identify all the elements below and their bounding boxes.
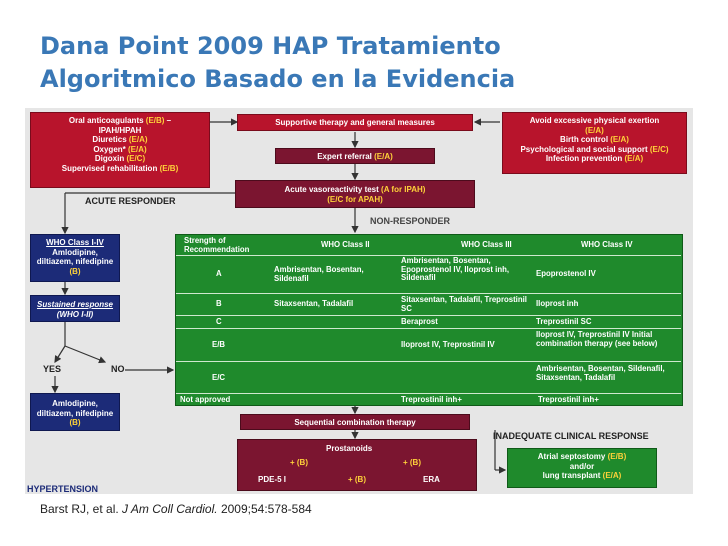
- citation-authors: Barst RJ, et al.: [40, 502, 123, 516]
- class-iii-cell: Sitaxsentan, Tadalafil, Treprostinil SC: [401, 295, 527, 313]
- table-row: [176, 393, 681, 407]
- atrial-septostomy-box: Atrial septostomy (E/B) and/or lung transplant (E/A): [507, 448, 657, 488]
- table-row: [176, 293, 681, 316]
- yes-label: YES: [43, 364, 62, 374]
- class-iv-cell: Treprostinil inh+: [538, 395, 599, 404]
- vasoreactivity-test-box: Acute vasoreactivity test (A for IPAH) (E/C for APAH): [235, 180, 475, 208]
- citation-reference: 2009;54:578-584: [217, 502, 312, 516]
- grade-cell: C: [216, 317, 222, 326]
- table-row: [176, 361, 681, 394]
- non-responder-label: NON-RESPONDER: [370, 216, 451, 226]
- prostanoids-right-grade: + (B): [403, 458, 421, 467]
- prostanoids-left-grade: + (B): [290, 458, 308, 467]
- inadequate-response-label: INADEQUATE CLINICAL RESPONSE: [493, 431, 649, 441]
- class-iv-cell: Iloprost IV, Treprostinil IV Initial combination therapy (see below): [536, 330, 658, 348]
- grade-cell: B: [216, 299, 222, 308]
- expert-referral-box: Expert referral (E/A): [275, 148, 435, 164]
- class-iii-cell: Beraprost: [401, 317, 438, 326]
- class-iv-cell: Iloprost inh: [536, 299, 579, 308]
- table-row: [176, 328, 681, 362]
- supportive-therapy-box: Supportive therapy and general measures: [237, 114, 473, 131]
- grade-cell: E/C: [212, 373, 225, 382]
- prostanoids-box: [237, 439, 477, 491]
- acute-responder-label: ACUTE RESPONDER: [85, 196, 176, 206]
- amlodipine-box: Amlodipine, diltiazem, nifedipine (B): [30, 393, 120, 431]
- sustained-response-box: Sustained response (WHO I-II): [30, 295, 120, 322]
- no-label: NO: [111, 364, 125, 374]
- table-row: [176, 255, 681, 294]
- who-class-iii-header: WHO Class III: [461, 240, 512, 249]
- class-iv-cell: Ambrisentan, Bosentan, Sildenafil, Sitaxsentan, Tadalafil: [536, 364, 665, 382]
- prostanoids-bottom-grade: + (B): [348, 475, 366, 484]
- prostanoids-label: Prostanoids: [326, 444, 373, 453]
- class-ii-cell: Sitaxsentan, Tadalafil: [274, 299, 354, 308]
- table-row: [176, 315, 681, 329]
- who-class-iv-header: WHO Class IV: [581, 240, 633, 249]
- class-iv-cell: Treprostinil SC: [536, 317, 592, 326]
- grade-cell: A: [216, 269, 222, 278]
- who-class-ii-header: WHO Class II: [321, 240, 370, 249]
- title-line-2: Algoritmico Basado en la Evidencia: [40, 65, 516, 93]
- anticoagulant-box: Oral anticoagulants (E/B) – IPAH/HPAH Diuretics (E/A) Oxygen* (E/A) Digoxin (E/C) Supervised rehabilitation (E/B): [30, 112, 210, 188]
- treatment-algorithm-figure: [25, 108, 693, 494]
- class-ii-cell: Ambrisentan, Bosentan, Sildenafil: [274, 265, 364, 283]
- grade-cell: Not approved: [180, 395, 231, 404]
- association-logo: HYPERTENSION: [27, 484, 99, 494]
- class-iii-cell: Treprostinil inh+: [401, 395, 462, 404]
- class-iv-cell: Epoprostenol IV: [536, 269, 596, 278]
- pde5-label: PDE-5 I: [258, 475, 287, 484]
- citation-journal: J Am Coll Cardiol.: [122, 502, 218, 516]
- page-title: [40, 30, 700, 96]
- title-line-1: Dana Point 2009 HAP Tratamiento: [40, 32, 501, 60]
- strength-header: Strength of Recommendation: [184, 236, 250, 254]
- class-iii-cell: Iloprost IV, Treprostinil IV: [401, 340, 495, 349]
- citation: [40, 502, 312, 516]
- avoid-exertion-box: Avoid excessive physical exertion (E/A) Birth control (E/A) Psychological and social support (E/C) Infection prevention (E/A): [502, 112, 687, 174]
- grade-cell: E/B: [212, 340, 225, 349]
- who-class-recommendation-table: [175, 234, 683, 406]
- class-iii-cell: Ambrisentan, Bosentan, Epoprostenol IV, Iloprost inh, Sildenafil: [401, 256, 510, 283]
- era-label: ERA: [423, 475, 440, 484]
- who-class-i-iv-box: WHO Class I-IV Amlodipine, diltiazem, nifedipine (B): [30, 234, 120, 282]
- sequential-combination-box: Sequential combination therapy: [240, 414, 470, 430]
